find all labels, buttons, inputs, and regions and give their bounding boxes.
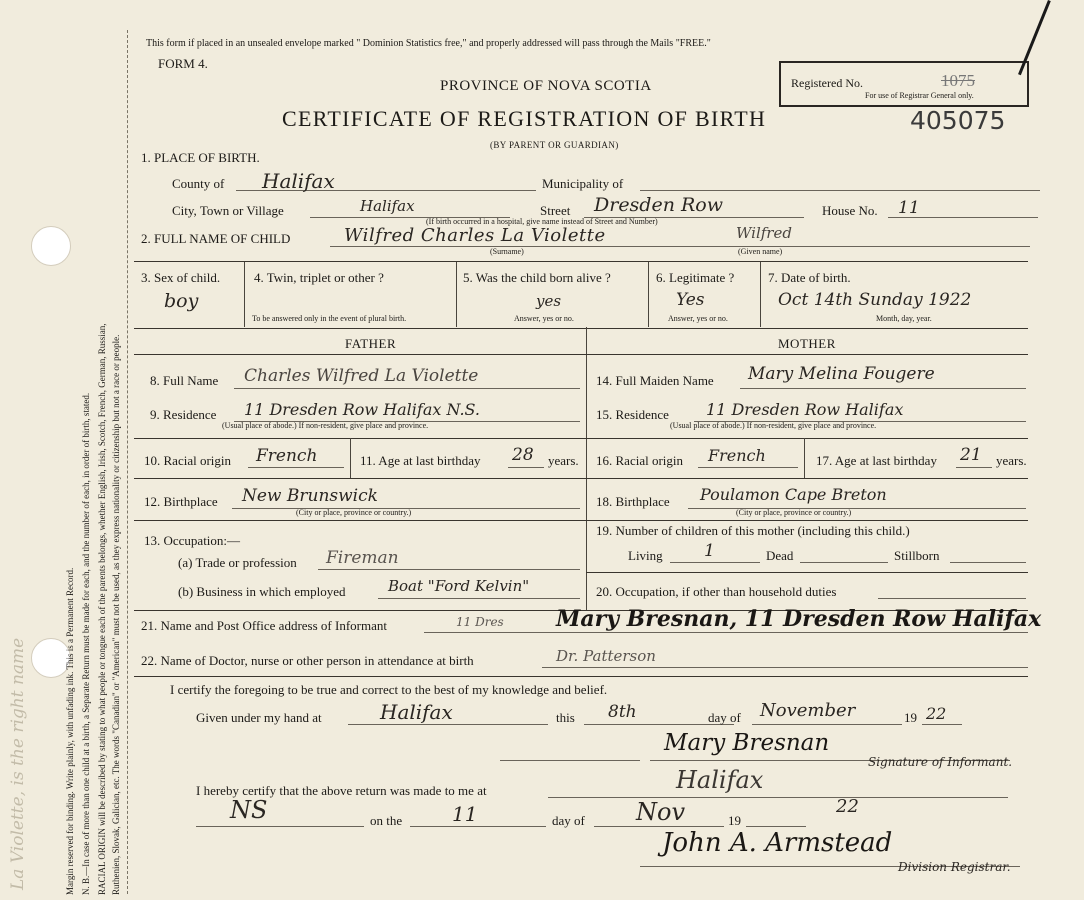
father-res-value: 11 Dresden Row Halifax N.S. [244, 400, 480, 419]
signature-label: Signature of Informant. [868, 755, 1013, 769]
certify-statement: I certify the foregoing to be true and correct to the best of my knowledge and belief. [170, 682, 608, 697]
alive-value: yes [536, 292, 562, 310]
county-value: Halifax [262, 169, 335, 193]
given-place-line [348, 724, 548, 725]
father-racial-rule-top [134, 438, 586, 439]
trade-line [318, 569, 580, 570]
registered-note: For use of Registrar General only. [865, 91, 974, 100]
mother-bp-value: Poulamon Cape Breton [700, 485, 887, 504]
children-label: 19. Number of children of this mother (including this child.) [596, 523, 910, 538]
mother-racial-line [698, 467, 798, 468]
certify-top-rule [134, 676, 1028, 677]
month-value: November [760, 700, 856, 721]
legit-label: 6. Legitimate ? [656, 270, 735, 285]
legit-note: Answer, yes or no. [668, 314, 728, 323]
informant-line [424, 632, 1028, 633]
dob-note: Month, day, year. [876, 314, 932, 323]
father-age-unit: years. [548, 453, 579, 468]
mother-res-value: 11 Dresden Row Halifax [706, 400, 904, 419]
divider-6 [760, 262, 761, 327]
sex-value: boy [164, 290, 199, 312]
parents-divider [586, 327, 587, 611]
margin-text-binding: Margin reserved for binding. Write plainly, with unfading ink. This is a Permanent Record. [65, 567, 75, 895]
father-racial-line [248, 467, 344, 468]
margin-text-nationality: Ruthenien, Slovak, Galician, etc. The words "Canadian" or "American" must not be used, as they express nationality or citizenship but not a race or people. [111, 334, 121, 895]
father-age-label: 11. Age at last birthday [360, 453, 481, 468]
father-bp-value: New Brunswick [242, 486, 378, 506]
dead-line [800, 562, 888, 563]
mother-bp-rule [586, 520, 1028, 521]
day-value: 8th [608, 702, 637, 722]
reg-day-line [410, 826, 546, 827]
divider-5 [648, 262, 649, 327]
father-heading: FATHER [345, 336, 397, 351]
certificate-subtitle: (BY PARENT OR GUARDIAN) [490, 140, 619, 150]
father-occ-label: 13. Occupation:— [144, 533, 241, 548]
mother-occ-label: 20. Occupation, if other than household duties [596, 584, 837, 599]
mother-racial-label: 16. Racial origin [596, 453, 684, 468]
registrar-place-line [548, 797, 1008, 798]
dob-label: 7. Date of birth. [768, 270, 851, 285]
mother-bp-label: 18. Birthplace [596, 494, 670, 509]
mother-name-line [740, 388, 1026, 389]
stillborn-line [950, 562, 1026, 563]
father-res-label: 9. Residence [150, 407, 217, 422]
municipality-line [640, 190, 1040, 191]
reg-year-value: 22 [836, 796, 859, 817]
mother-res-note: (Usual place of abode.) If non-resident, give place and province. [670, 421, 877, 430]
father-racial-divider [350, 438, 351, 478]
year-line [922, 724, 962, 725]
year-prefix: 19 [904, 710, 917, 725]
day-of-label: day of [708, 710, 741, 725]
municipality-label: Municipality of [542, 176, 624, 191]
parents-header-rule [134, 354, 1028, 355]
registrar-statement: I hereby certify that the above return was made to me at [196, 783, 487, 798]
mother-name-label: 14. Full Maiden Name [596, 373, 714, 388]
living-label: Living [628, 548, 663, 563]
business-value: Boat "Ford Kelvin" [388, 577, 530, 595]
mother-racial-value: French [708, 446, 766, 465]
divider-3 [244, 262, 245, 327]
margin-text-racial-origin: RACIAL ORIGIN will be described by stating to what people or tongue each of the parents belongs, whether English, Irish, Scotch, French, German, Russian, [97, 323, 107, 895]
registered-box [779, 61, 1029, 107]
child-name-line [330, 246, 1030, 247]
stamp-number: 405075 [910, 106, 1006, 135]
street-label: Street [540, 203, 571, 218]
mother-age-unit: years. [996, 453, 1027, 468]
mother-bp-note: (City or place, province or country.) [736, 508, 852, 517]
business-line [378, 598, 580, 599]
mother-age-line [956, 467, 992, 468]
margin-rule [127, 30, 128, 894]
registrar-place-value: Halifax [676, 766, 764, 794]
signature-line [500, 760, 640, 761]
margin-text-multiple-births: N. B.—In case of more than one child at a birth, a Separate Return must be made for each, and the number of each, in order of birth, stated. [81, 392, 91, 895]
pen-stroke [1018, 0, 1051, 75]
father-racial-label: 10. Racial origin [144, 453, 232, 468]
father-bp-rule [134, 520, 586, 521]
margin-handwritten-note: La Violette, is the right name [8, 637, 28, 890]
reg-month-line [594, 826, 724, 827]
city-label: City, Town or Village [172, 203, 284, 218]
mother-res-label: 15. Residence [596, 407, 669, 422]
reg-month-value: Nov [636, 798, 686, 826]
informant-signature: Mary Bresnan [664, 730, 830, 756]
given-label: Given under my hand at [196, 710, 322, 725]
registrar-label: Division Registrar. [898, 860, 1011, 874]
mother-age-label: 17. Age at last birthday [816, 453, 937, 468]
mother-occ-line [878, 598, 1026, 599]
father-name-line [234, 388, 580, 389]
given-place-value: Halifax [380, 700, 453, 724]
doctor-line [542, 667, 1028, 668]
father-bp-label: 12. Birthplace [144, 494, 218, 509]
informant-label: 21. Name and Post Office address of Informant [141, 618, 387, 633]
father-bp-note: (City or place, province or country.) [296, 508, 412, 517]
mother-name-value: Mary Melina Fougere [748, 364, 935, 384]
trade-label: (a) Trade or profession [178, 555, 297, 570]
child-surname-value: Wilfred Charles La Violette [344, 225, 606, 246]
dob-value: Oct 14th Sunday 1922 [778, 290, 972, 310]
living-value: 1 [704, 541, 715, 561]
divider-4 [456, 262, 457, 327]
on-the-label: on the [370, 813, 403, 828]
informant-prefix: 11 Dres [456, 615, 504, 629]
alive-label: 5. Was the child born alive ? [463, 270, 611, 285]
father-racial-rule-bottom [134, 478, 586, 479]
mother-heading: MOTHER [778, 336, 836, 351]
child-name-label: 2. FULL NAME OF CHILD [141, 231, 291, 246]
legit-value: Yes [676, 290, 705, 310]
registrar-initials: NS [230, 796, 268, 824]
father-name-value: Charles Wilfred La Violette [244, 366, 479, 386]
father-age-value: 28 [512, 445, 534, 465]
initials-line [196, 826, 364, 827]
surname-note: (Surname) [490, 247, 524, 256]
postal-note: This form if placed in an unsealed envelope marked " Dominion Statistics free," and properly addressed will pass through the Mails "FREE." [146, 38, 711, 49]
house-label: House No. [822, 203, 878, 218]
stillborn-label: Stillborn [894, 548, 940, 563]
registered-label: Registered No. [791, 76, 863, 90]
child-given-value: Wilfred [736, 224, 792, 242]
house-value: 11 [898, 198, 920, 218]
reg-day-value: 11 [452, 802, 478, 826]
father-res-note: (Usual place of abode.) If non-resident, give place and province. [222, 421, 429, 430]
doctor-label: 22. Name of Doctor, nurse or other person in attendance at birth [141, 653, 474, 668]
hospital-note: (If birth occurred in a hospital, give name instead of Street and Number) [426, 217, 658, 226]
this-label: this [556, 710, 575, 725]
father-racial-value: French [256, 446, 318, 466]
alive-note: Answer, yes or no. [514, 314, 574, 323]
doctor-value: Dr. Patterson [556, 647, 656, 665]
mother-children-rule [586, 572, 1028, 573]
mother-racial-rule-top [586, 438, 1028, 439]
province-title: PROVINCE OF NOVA SCOTIA [440, 78, 652, 94]
mother-racial-divider [804, 438, 805, 478]
county-label: County of [172, 176, 225, 191]
dead-label: Dead [766, 548, 794, 563]
living-line [670, 562, 760, 563]
year-value: 22 [926, 704, 947, 723]
reg-year-prefix: 19 [728, 813, 741, 828]
given-note: (Given name) [738, 247, 783, 256]
father-name-label: 8. Full Name [150, 373, 219, 388]
mother-age-value: 21 [960, 445, 982, 465]
place-heading: 1. PLACE OF BIRTH. [141, 150, 260, 165]
twin-note: To be answered only in the event of plural birth. [252, 314, 407, 323]
binding-hole-top [31, 226, 71, 266]
registrar-signature: John A. Armstead [662, 828, 893, 858]
father-age-line [508, 467, 544, 468]
certificate-title: CERTIFICATE OF REGISTRATION OF BIRTH [282, 106, 767, 131]
city-value: Halifax [360, 197, 415, 215]
sex-label: 3. Sex of child. [141, 270, 221, 285]
reg-year-line [746, 826, 806, 827]
registered-number: 1075 [941, 71, 975, 90]
business-label: (b) Business in which employed [178, 584, 346, 599]
informant-value: Mary Bresnan, 11 Dresden Row Halifax [556, 606, 1042, 632]
trade-value: Fireman [326, 548, 399, 568]
reg-day-of-label: day of [552, 813, 585, 828]
twin-label: 4. Twin, triplet or other ? [254, 270, 384, 285]
form-number: FORM 4. [158, 56, 208, 71]
street-value: Dresden Row [594, 194, 724, 216]
month-line [752, 724, 902, 725]
mother-racial-rule-bottom [586, 478, 1028, 479]
